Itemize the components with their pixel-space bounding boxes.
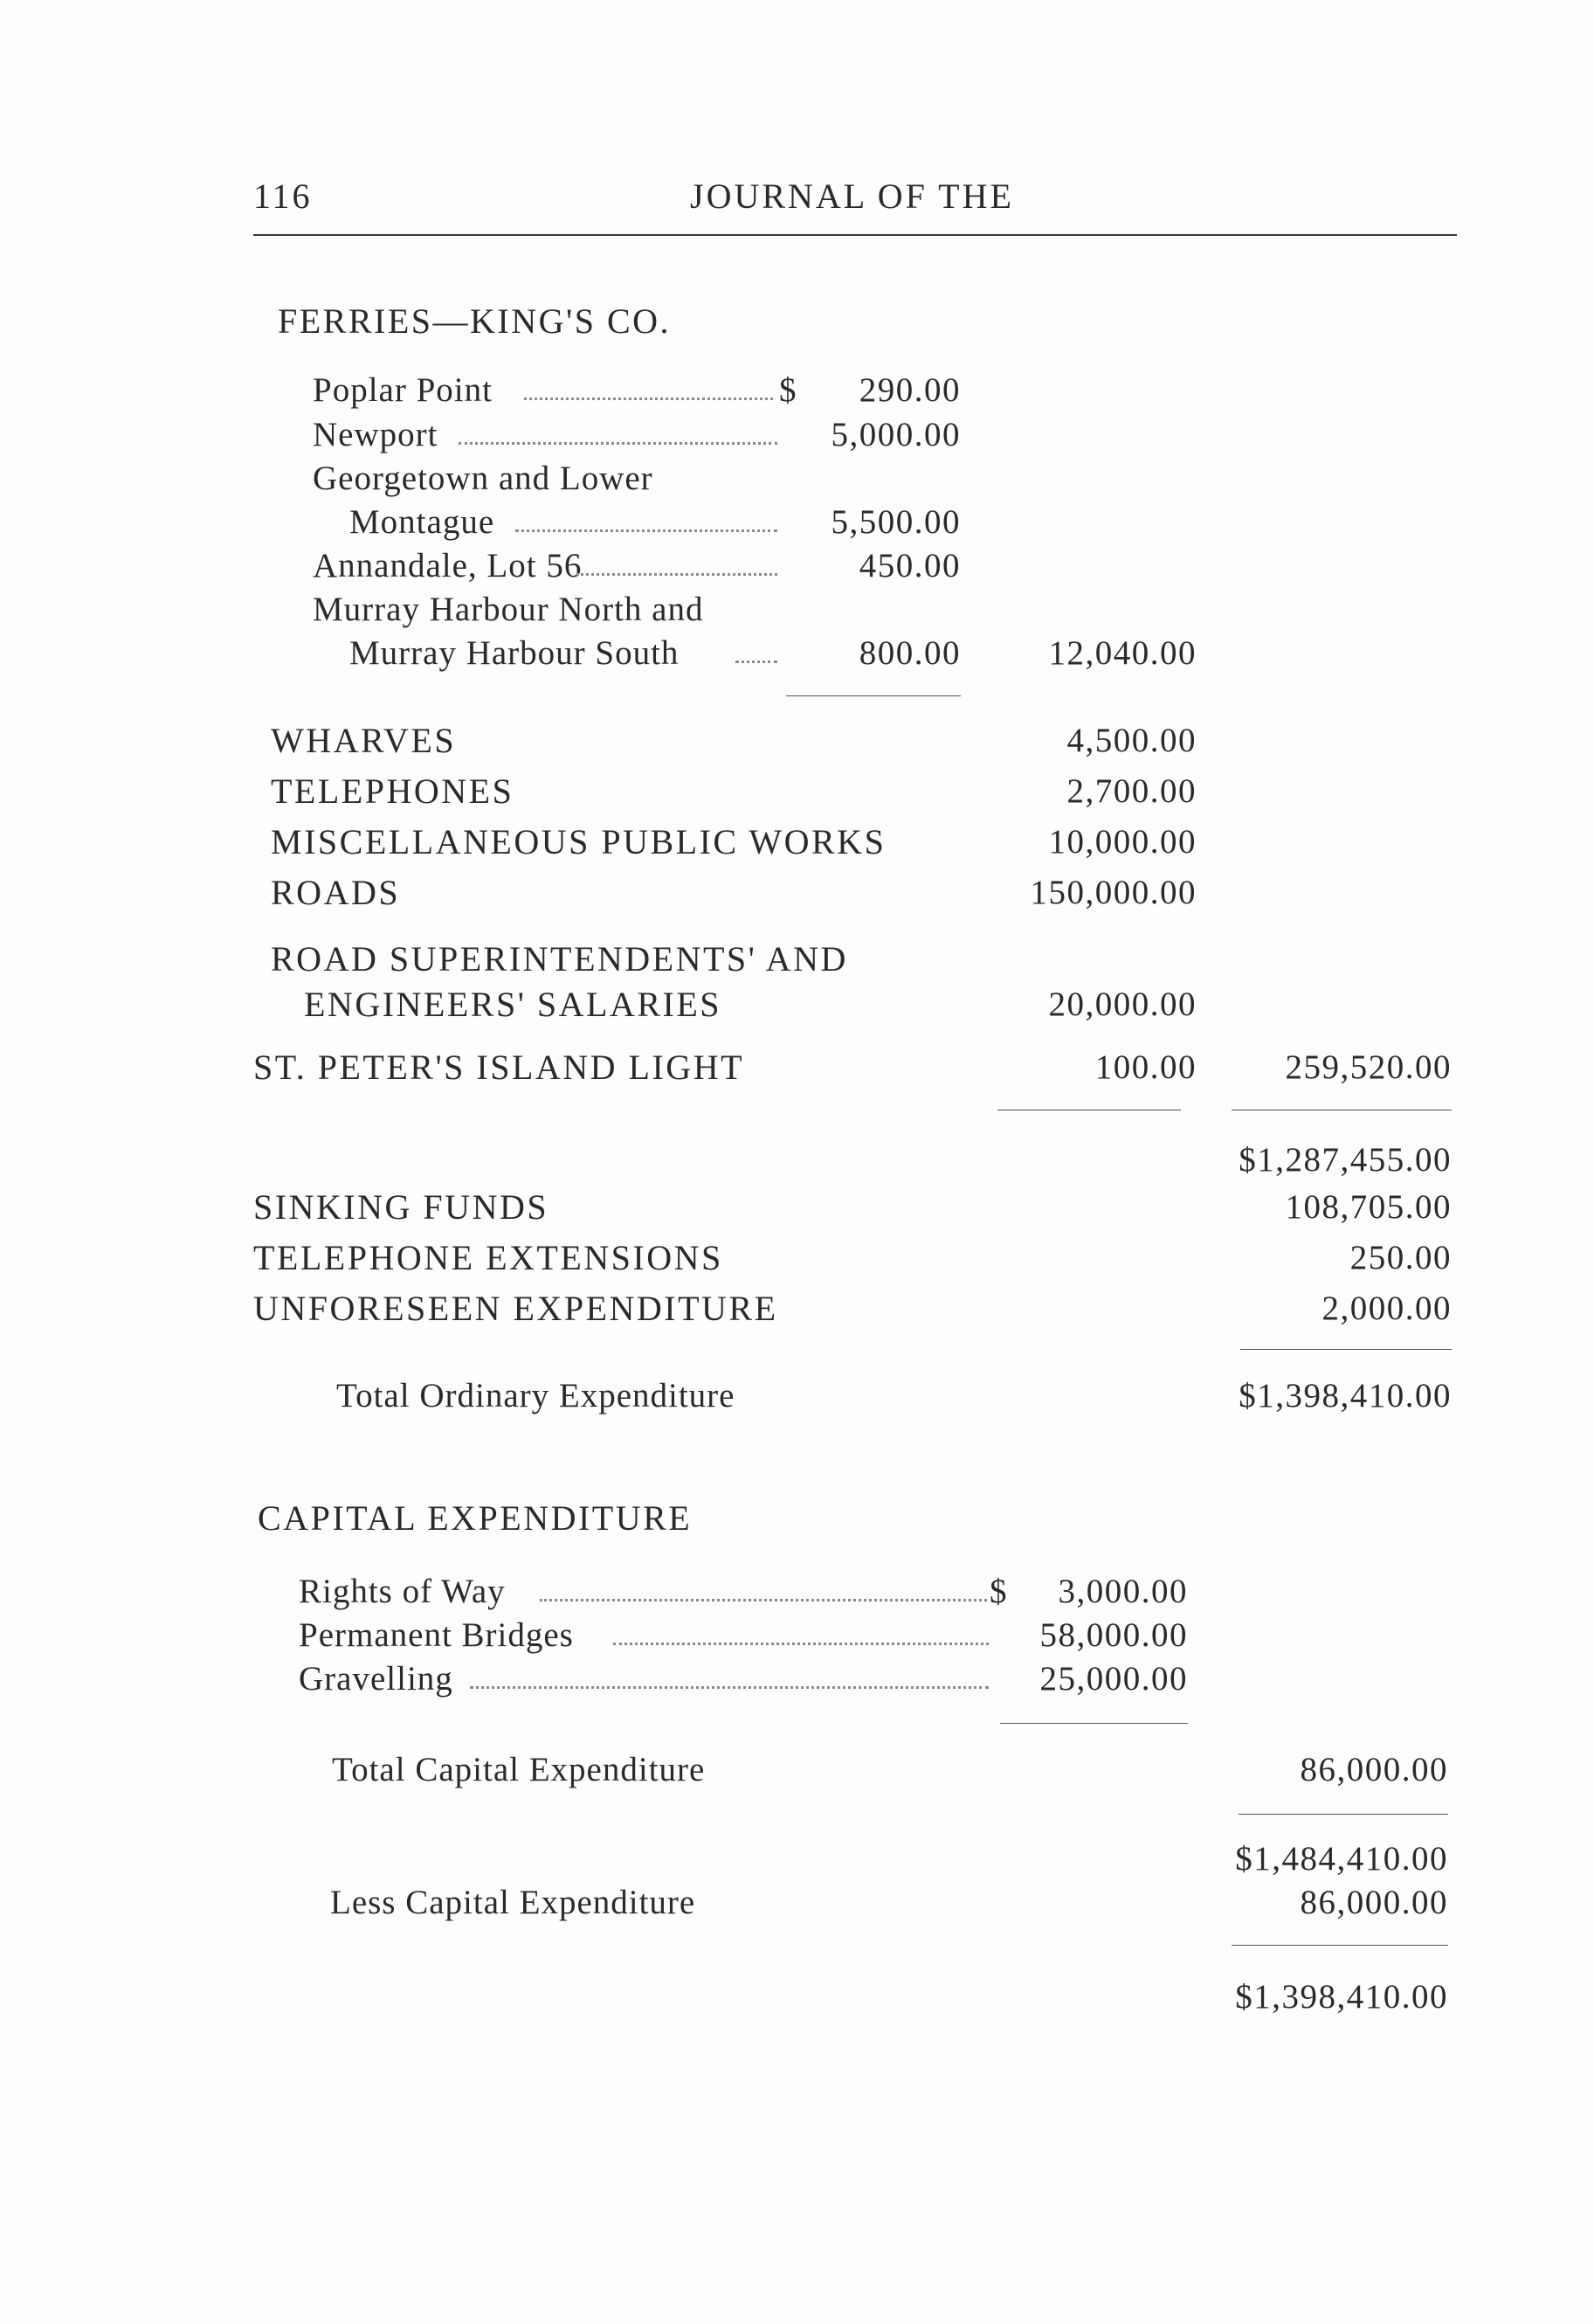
other-amount: 2,000.00	[1321, 1290, 1452, 1327]
ferry-label: Annandale, Lot 56	[313, 547, 583, 584]
works-total: 259,520.00	[1285, 1048, 1452, 1086]
other-amount: 108,705.00	[1285, 1188, 1452, 1226]
dollar-sign: $	[779, 371, 797, 409]
works-amount: 2,700.00	[1066, 772, 1197, 810]
works-label: ST. PETER'S ISLAND LIGHT	[253, 1048, 745, 1087]
ferry-amount: 5,000.00	[831, 416, 961, 453]
dot-leader	[459, 442, 777, 445]
ferry-amount: 800.00	[859, 634, 961, 672]
works-amount: 10,000.00	[1048, 823, 1197, 861]
capital-amount: 58,000.00	[1039, 1616, 1188, 1654]
works-label: WHARVES	[271, 721, 457, 760]
dot-leader	[735, 661, 777, 663]
header-rule	[253, 234, 1457, 236]
ferry-amount: 290.00	[859, 371, 961, 409]
sum-rule	[1240, 1349, 1452, 1350]
dot-leader	[515, 529, 777, 532]
sum-rule	[786, 695, 961, 696]
works-label: TELEPHONES	[271, 771, 514, 811]
capital-label: Permanent Bridges	[299, 1616, 574, 1654]
other-label: SINKING FUNDS	[253, 1187, 549, 1227]
page-number: 116	[253, 176, 313, 216]
section-heading-ferries: FERRIES—KING'S CO.	[278, 301, 672, 341]
works-amount: 20,000.00	[1048, 986, 1197, 1023]
capital-amount: 25,000.00	[1039, 1660, 1188, 1698]
ferry-label: Newport	[313, 416, 438, 453]
dot-leader	[613, 1643, 989, 1645]
dot-leader	[470, 1686, 989, 1689]
section-heading-capital: CAPITAL EXPENDITURE	[258, 1498, 693, 1538]
running-total: $1,287,455.00	[1239, 1141, 1452, 1179]
ferries-subtotal: 12,040.00	[1048, 634, 1197, 672]
other-amount: 250.00	[1349, 1239, 1452, 1276]
capital-label: Rights of Way	[299, 1573, 506, 1610]
works-amount: 4,500.00	[1066, 722, 1197, 759]
sum-rule	[1239, 1814, 1448, 1815]
dot-leader	[524, 398, 773, 400]
sum-rule	[1000, 1723, 1188, 1724]
total-capital-label: Total Capital Expenditure	[332, 1751, 706, 1788]
less-capital-label: Less Capital Expenditure	[330, 1884, 696, 1921]
works-label: ROAD SUPERINTENDENTS' AND	[271, 939, 848, 979]
works-amount: 150,000.00	[1030, 874, 1197, 911]
final-total: $1,398,410.00	[1235, 1978, 1448, 2016]
running-title: JOURNAL OF THE	[690, 176, 1014, 216]
works-amount: 100.00	[1094, 1048, 1197, 1086]
capital-label: Gravelling	[299, 1660, 453, 1698]
ferry-label: Georgetown and Lower	[313, 460, 653, 497]
grand-sum: $1,484,410.00	[1235, 1840, 1448, 1878]
dot-leader	[540, 1599, 987, 1601]
works-label: ENGINEERS' SALARIES	[304, 985, 722, 1024]
less-capital-amount: 86,000.00	[1300, 1884, 1448, 1921]
ferry-label: Murray Harbour South	[349, 634, 680, 672]
ferry-amount: 5,500.00	[831, 503, 961, 541]
capital-amount: 3,000.00	[1058, 1573, 1188, 1610]
total-ordinary-amount: $1,398,410.00	[1239, 1377, 1452, 1414]
total-ordinary-label: Total Ordinary Expenditure	[336, 1377, 735, 1414]
dot-leader	[576, 573, 777, 576]
ferry-label: Montague	[349, 503, 495, 541]
other-label: TELEPHONE EXTENSIONS	[253, 1238, 723, 1277]
sum-rule	[1232, 1945, 1448, 1946]
works-label: ROADS	[271, 873, 401, 912]
ferry-label: Poplar Point	[313, 371, 493, 409]
works-label: MISCELLANEOUS PUBLIC WORKS	[271, 822, 887, 861]
other-label: UNFORESEEN EXPENDITURE	[253, 1289, 778, 1328]
dollar-sign: $	[990, 1573, 1008, 1610]
ferry-amount: 450.00	[859, 547, 961, 584]
total-capital-amount: 86,000.00	[1300, 1751, 1448, 1788]
ferry-label: Murray Harbour North and	[313, 591, 704, 628]
